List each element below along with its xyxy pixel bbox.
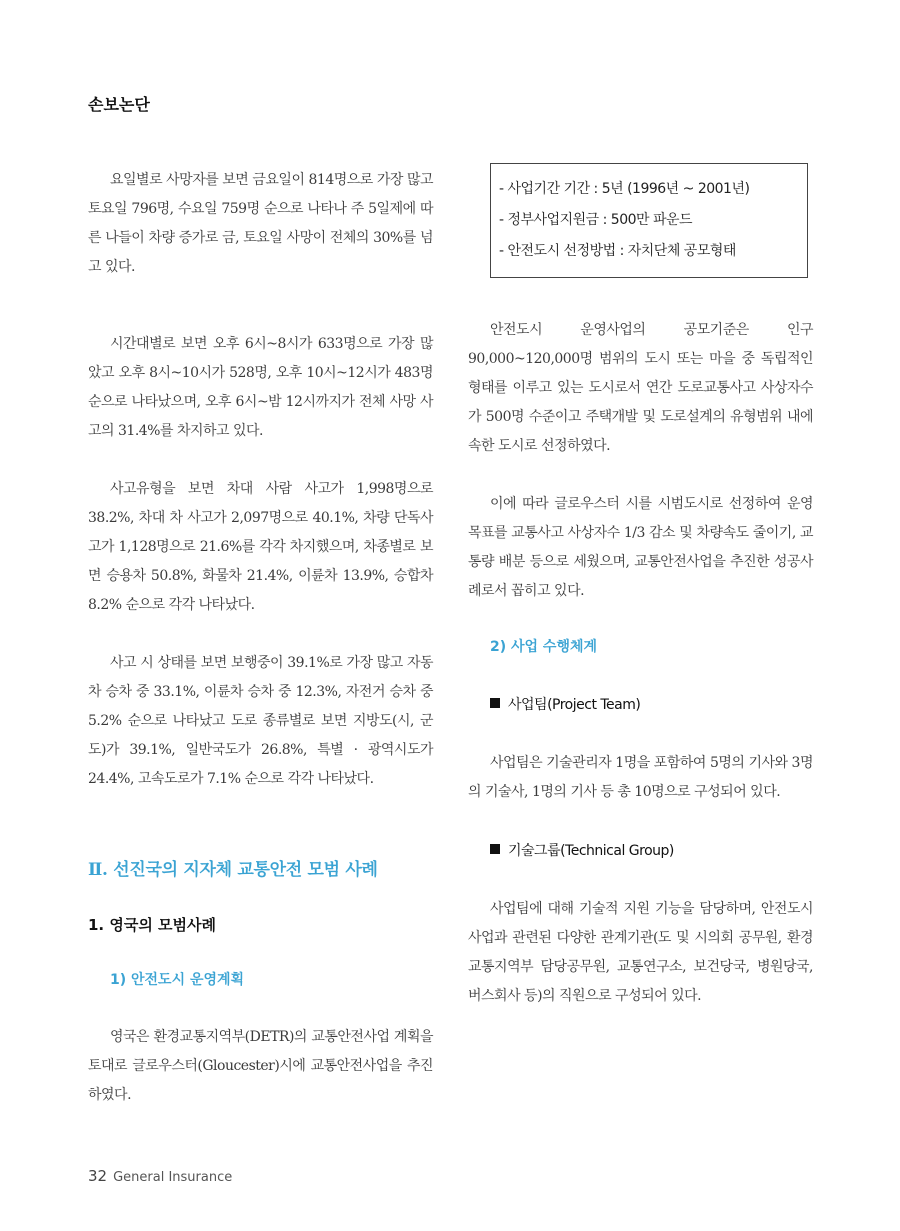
page-number: 32 bbox=[88, 1167, 108, 1185]
paragraph-accident-type: 사고유형을 보면 차대 사람 사고가 1,998명으로 38.2%, 차대 차 사고가 2,097명으로 40.1%, 차량 단독사고가 1,128명으로 21.6%를 각각 차지했으며, 차종별로 보면 승용차 50.8%, 화물차 21.4%, 이륜차 13.9%, 승합차 8.2% 순으로 각각 나타났다. bbox=[88, 481, 433, 613]
paragraph-weekday: 요일별로 사망자를 보면 금요일이 814명으로 가장 많고 토요일 796명, 수요일 759명 순으로 나타나 주 5일제에 따른 나들이 차량 증가로 금, 토요일 사망이 전체의 30%를 넘고 있다. bbox=[88, 172, 433, 275]
paragraph-uk-detr: 영국은 환경교통지역부(DETR)의 교통안전사업 계획을 토대로 글로우스터(Gloucester)시에 교통안전사업을 추진하였다. bbox=[88, 1029, 433, 1103]
box-line-selection: - 안전도시 선정방법 : 자치단체 공모형태 bbox=[499, 243, 736, 259]
right-column bbox=[468, 163, 813, 1011]
page-footer bbox=[88, 1167, 232, 1185]
running-header: 손보논단 bbox=[88, 95, 150, 114]
heading-safe-city-plan: 1) 안전도시 운영계획 bbox=[110, 972, 245, 988]
project-summary-box bbox=[490, 163, 808, 278]
bullet-project-team-label: 사업팀(Project Team) bbox=[508, 697, 641, 713]
section-title: Ⅱ. 선진국의 지자체 교통안전 모범 사례 bbox=[88, 860, 378, 880]
left-column bbox=[88, 166, 433, 1110]
bullet-technical-group bbox=[468, 837, 813, 866]
paragraph-project-team: 사업팀은 기술관리자 1명을 포함하여 5명의 기사와 3명의 기술사, 1명의 기사 등 총 10명으로 구성되어 있다. bbox=[468, 755, 813, 800]
paragraph-technical-group: 사업팀에 대해 기술적 지원 기능을 담당하며, 안전도시 사업과 관련된 다양한 관계기관(도 및 시의회 공무원, 환경교통지역부 담당공무원, 교통연구소, 보건당국, 병원당국, 버스회사 등)의 직원으로 구성되어 있다. bbox=[468, 901, 813, 1004]
square-bullet-icon bbox=[490, 844, 500, 854]
paragraph-selection-criteria: 안전도시 운영사업의 공모기준은 인구 90,000~120,000명 범위의 도시 또는 마을 중 독립적인 형태를 이루고 있는 도시로서 연간 도로교통사고 사상자수가 500명 수준이고 주택개발 및 도로설계의 유형범위 내에 속한 도시로 선정하였다. bbox=[468, 322, 813, 454]
bullet-technical-group-label: 기술그룹(Technical Group) bbox=[508, 843, 674, 859]
publication-name: General Insurance bbox=[113, 1170, 233, 1185]
paragraph-gloucester: 이에 따라 글로우스터 시를 시범도시로 선정하여 운영목표를 교통사고 사상자수 1/3 감소 및 차량속도 줄이기, 교통량 배분 등으로 세웠으며, 교통안전사업을 추진한 성공사례로서 꼽히고 있다. bbox=[468, 496, 813, 599]
square-bullet-icon bbox=[490, 698, 500, 708]
bullet-project-team bbox=[468, 691, 813, 720]
paragraph-time-of-day: 시간대별로 보면 오후 6시~8시가 633명으로 가장 많았고 오후 8시~10시가 528명, 오후 10시~12시가 483명 순으로 나타났으며, 오후 6시~밤 12시까지가 전체 사망 사고의 31.4%를 차지하고 있다. bbox=[88, 336, 433, 439]
paragraph-accident-status: 사고 시 상태를 보면 보행중이 39.1%로 가장 많고 자동차 승차 중 33.1%, 이륜차 승차 중 12.3%, 자전거 승차 중 5.2% 순으로 나타났고 도로 종류별로 보면 지방도(시, 군도)가 39.1%, 일반국도가 26.8%, 특별 · 광역시도가 24.4%, 고속도로가 7.1% 순으로 각각 나타났다. bbox=[88, 655, 433, 787]
box-line-funding: - 정부사업지원금 : 500만 파운드 bbox=[499, 212, 693, 228]
sub-title: 1. 영국의 모범사례 bbox=[88, 916, 217, 934]
heading-project-structure: 2) 사업 수행체계 bbox=[490, 639, 598, 655]
box-line-period: - 사업기간 기간 : 5년 (1996년 ~ 2001년) bbox=[499, 181, 750, 197]
